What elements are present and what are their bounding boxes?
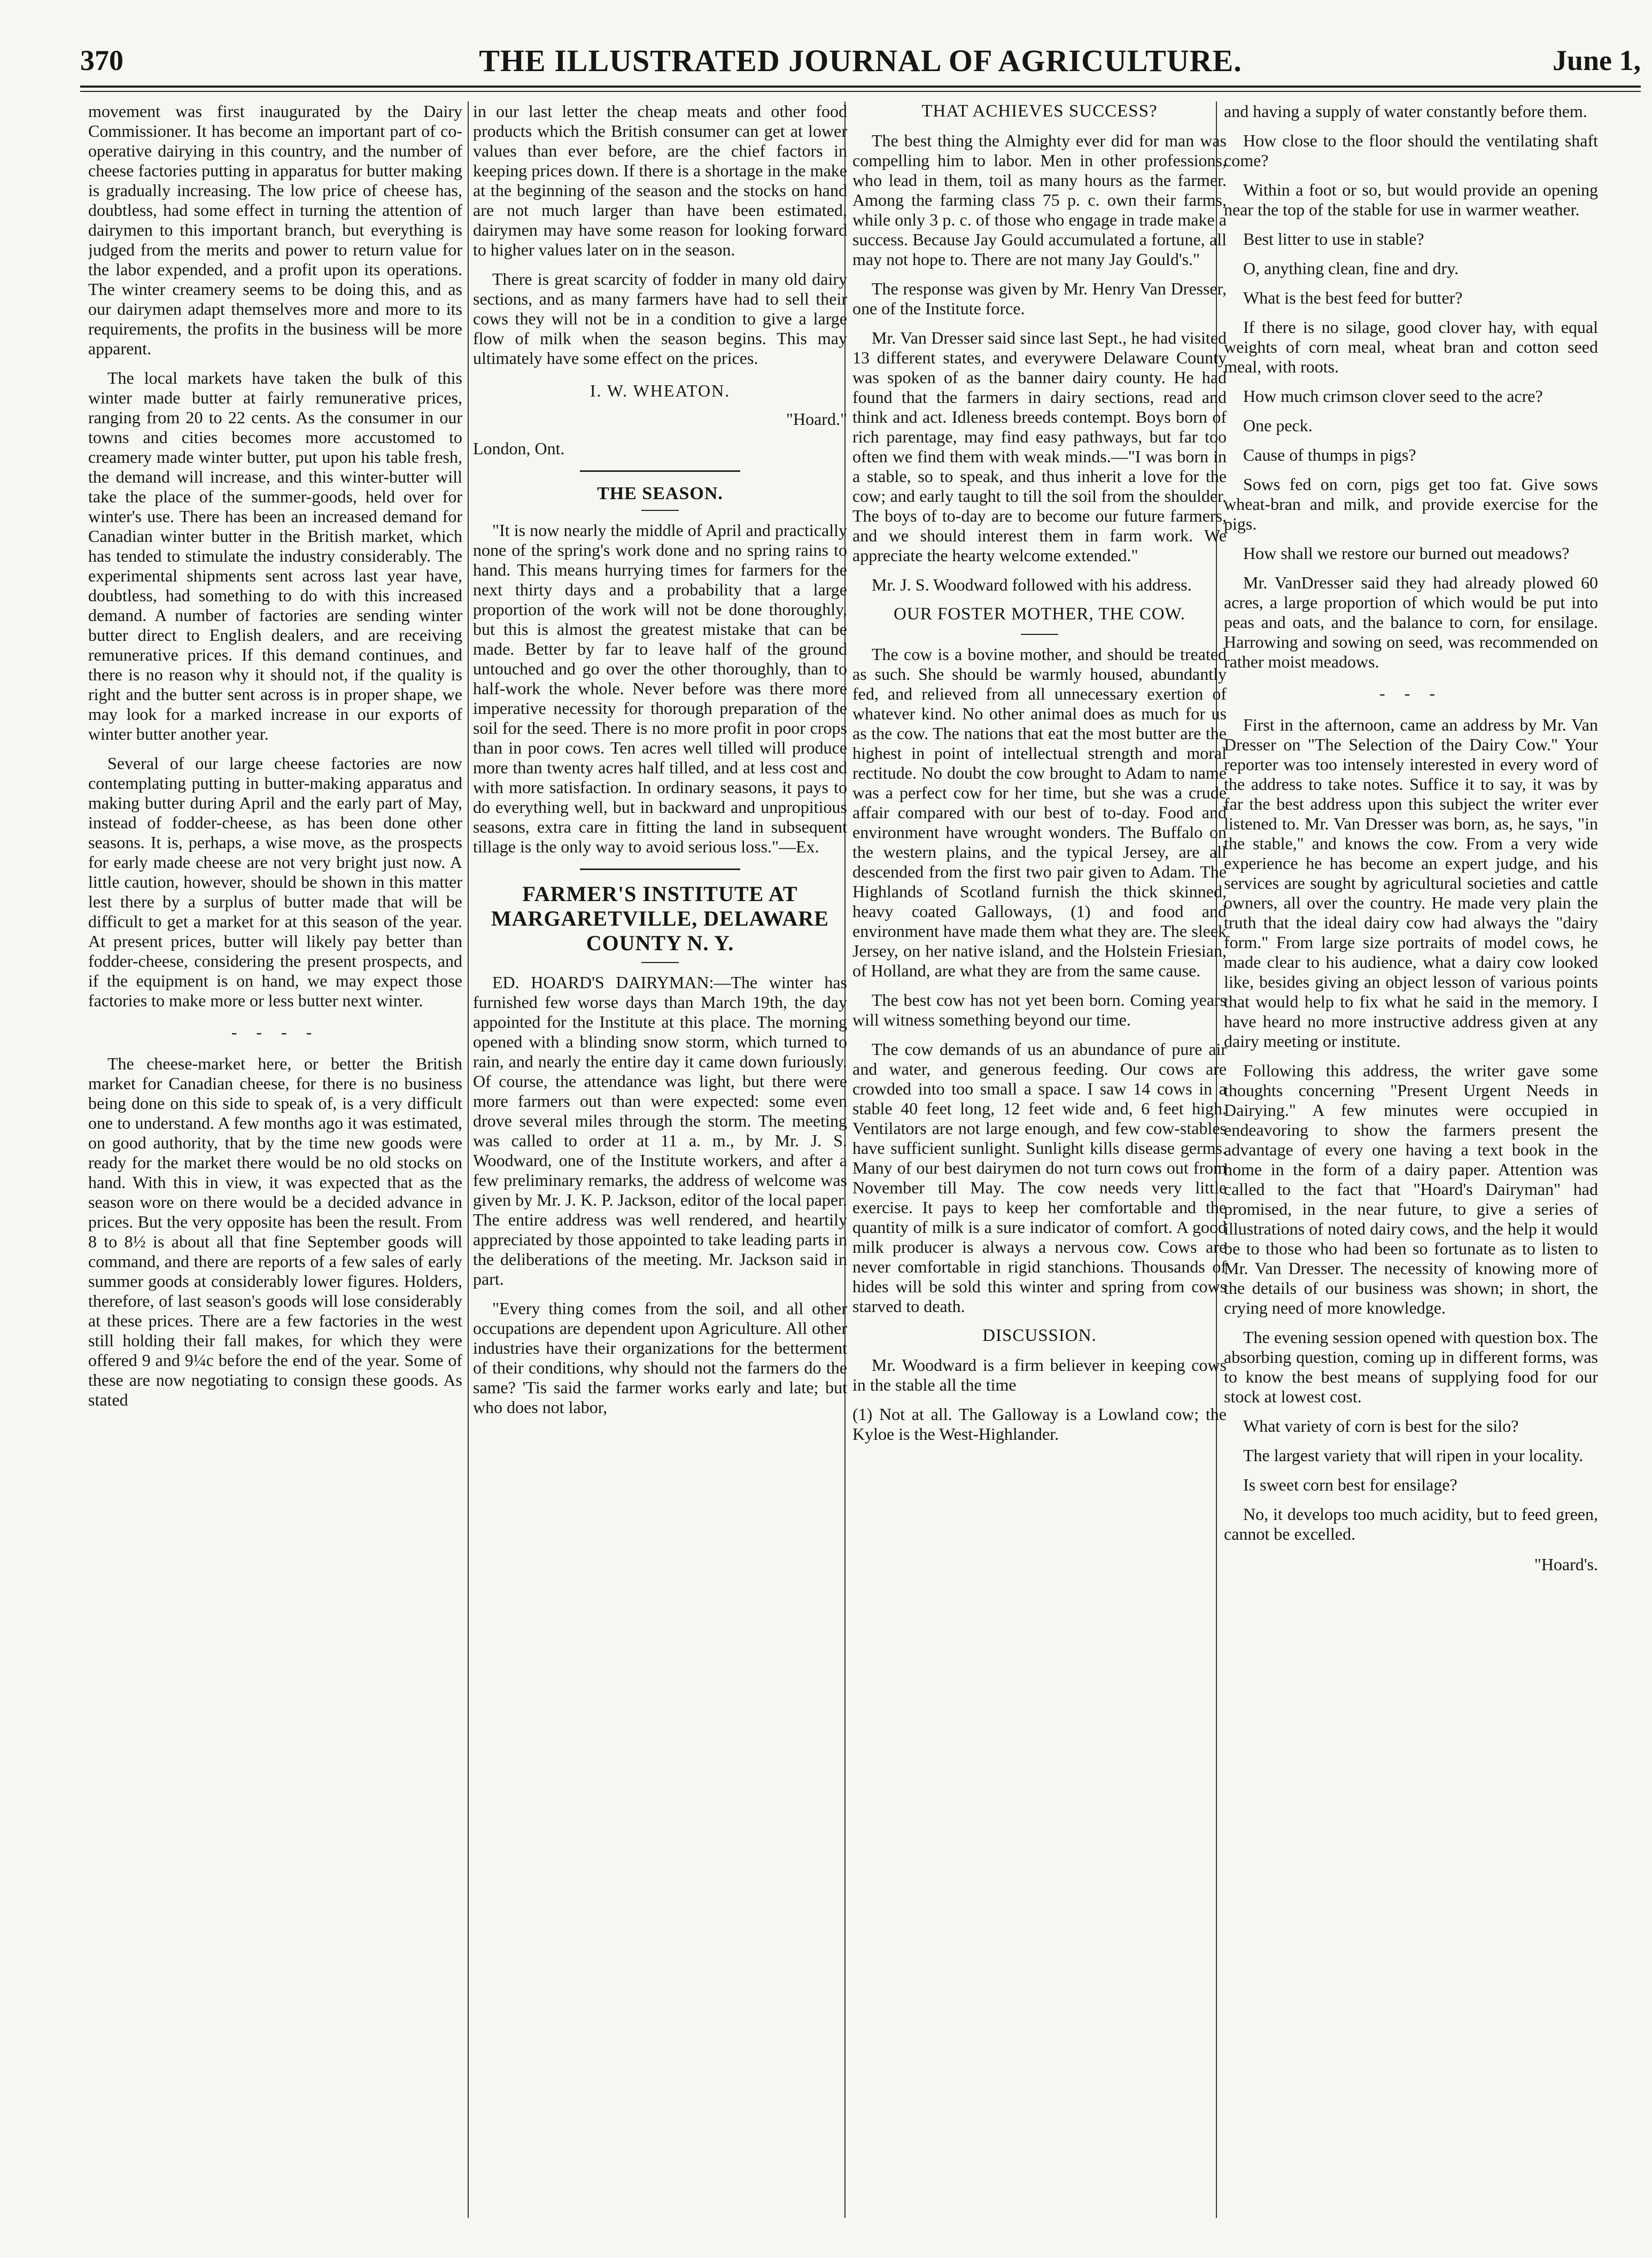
question: How close to the floor should the ventilating shaft come? [1224, 131, 1598, 170]
paragraph: The best cow has not yet been born. Coming years will witness something beyond our time. [852, 990, 1227, 1029]
heading-farmers-institute: FARMER'S INSTITUTE AT MARGARETVILLE, DELAWARE COUNTY N. Y. [491, 882, 829, 955]
section-rule [580, 470, 740, 472]
column-2 [473, 102, 847, 2229]
header-rule [80, 86, 1641, 88]
footnote: (1) Not at all. The Galloway is a Lowland cow; the Kyloe is the West-Highlander. [852, 1405, 1227, 1444]
paragraph: Mr. Woodward is a firm believer in keeping cows in the stable all the time [852, 1355, 1227, 1394]
source-credit: "Hoard's. [1534, 1555, 1598, 1574]
paragraph: "It is now nearly the middle of April and practically none of the spring's work done and no spring rains to hand. This means hurrying times for farmers for the next thirty days and a probability that a large proportion of the work will not be done thoroughly, but this is almost the greatest mistake that can be made. Better by far to leave half of the ground untouched and go over the other thoroughly, than to half-work the whole. Never before was there more imperative necessity for thorough preparation of the soil for the seed. There is no more profit in poor crops than in poor cows. Ten acres well tilled will produce more than twenty acres half tilled, and at less cost and with more satisfaction. In ordinary seasons, it pays to do everything well, but in backward and unpropitious seasons, extra care in fitting the land in subsequent tillage is the only way to avoid serious loss."—Ex. [473, 521, 847, 856]
paragraph: First in the afternoon, came an address by Mr. Van Dresser on "The Selection of the Dairy Cow." Your reporter was too intensely interested in every word of the address to take notes. Suffice it to say, it was by far the best address upon this subject the writer ever listened to. Mr. Van Dresser was born, as, he says, "in the stable," and knows the cow. From a very wide experience he has become an expert judge, and his services are sought by agricultural societies and cattle owners, all over the country. He made very plain the truth that the ideal dairy cow had always the "dairy form." From large size portraits of model cows, he made clear to his audience, what a dairy cow looked like, besides giving an object lesson of various points that would help to fix what he said in the memory. I have heard no more instructive address given at any dairy meeting or institute. [1224, 715, 1598, 1051]
paragraph: The local markets have taken the bulk of this winter made butter at fairly remunerative prices, ranging from 20 to 22 cents. As the consumer in our towns and cities becomes more accustomed to creamery made winter butter, put upon his table fresh, the demand will increase, and this winter-butter will take the place of the summer-goods, held over for winter's use. There has been an increased demand for Canadian winter butter in the British market, which has tended to stimulate the industry considerably. The experimental shipments sent across last year have, doubtless, had something to do with this increased demand. A number of factories are sending winter butter direct to English dealers, and are receiving remunerative prices. If this demand continues, and there is no reason why it should not, if the quality is right and the butter sent across is in proper shape, we may look for a marked increase in our exports of winter butter another year. [88, 368, 462, 743]
dateline: London, Ont. [473, 439, 565, 458]
column-1 [88, 102, 462, 2229]
question: What variety of corn is best for the silo? [1243, 1416, 1519, 1436]
paragraph: ED. HOARD'S DAIRYMAN:—The winter has furnished few worse days than March 19th, the day appointed for the Institute at this place. The morning opened with a blinding snow storm, which turned to rain, and nearly the entire day it came down furiously. Of course, the attendance was light, but there were more farmers out than were expected: some even drove several miles through the storm. The meeting was called to order at 11 a. m., by Mr. J. S. Woodward, one of the Institute workers, and after a few preliminary remarks, the address of welcome was given by Mr. J. K. P. Jackson, editor of the local paper. The entire address was well rendered, and heartily appreciated by those appointed to take leading parts in the deliberations of the meeting. Mr. Jackson said in part. [473, 973, 847, 1289]
answer: If there is no silage, good clover hay, with equal weights of corn meal, wheat bran and cotton seed meal, with roots. [1224, 317, 1598, 376]
section-rule [580, 868, 740, 870]
question: Best litter to use in stable? [1243, 229, 1424, 249]
paragraph: in our last letter the cheap meats and other food products which the British consumer can get at lower values than ever before, are the chief factors in keeping prices down. If there is a shortage in the make at the beginning of the season and the stocks on hand are not much larger than have been estimated, dairymen may have some reason for looking forward to higher values later on in the season. [473, 102, 847, 259]
answer: Within a foot or so, but would provide an opening near the top of the stable for use in warmer weather. [1224, 180, 1598, 219]
section-dash: - - - [1379, 684, 1442, 703]
answer: O, anything clean, fine and dry. [1243, 259, 1459, 278]
heading-the-season: THE SEASON. [597, 484, 723, 503]
paragraph: The evening session opened with question box. The absorbing question, coming up in different forms, was to know the best means of supplying food for our stock at lowest cost. [1224, 1328, 1598, 1406]
paragraph: and having a supply of water constantly before them. [1224, 102, 1587, 121]
header-rule-thin [80, 91, 1641, 92]
page-number: 370 [80, 44, 123, 76]
column-3 [852, 102, 1227, 2229]
page-header [80, 38, 1641, 92]
paragraph: "Every thing comes from the soil, and all other occupations are dependent upon Agriculture. All other industries have their organizations for the betterment of their conditions, why should not the farmers do the same? 'Tis said the farmer works early and late; but who does not labor, [473, 1299, 847, 1417]
source-credit: "Hoard." [786, 409, 847, 429]
paragraph: Mr. Van Dresser said since last Sept., he had visited 13 different states, and everywere Delaware County was spoken of as the banner dairy county. He had found that the farmers in dairy sections, read and think and act. Idleness breeds contempt. Boys born of rich parentage, may find easy pathways, but far too often we find them with weak minds.—"I was born in a stable, so to speak, and thus inherit a love for the cow; and early taught to till the soil from the shoulder. The boys of to-day are to become our future farmers, and we should interest them in farm work. We appreciate the hearty welcome extended." [852, 328, 1227, 565]
question: How much crimson clover seed to the acre? [1243, 386, 1543, 406]
issue-date: June 1, [1552, 44, 1641, 76]
section-rule-small [641, 510, 679, 511]
section-rule-small [1021, 634, 1058, 635]
column-4 [1224, 102, 1598, 2229]
answer: Mr. VanDresser said they had already plowed 60 acres, a large proportion of which would be put into peas and oats, and the balance to corn, for ensilage. Harrowing and sowing on seed, was recommended on rather moist meadows. [1224, 573, 1598, 671]
answer: The largest variety that will ripen in your locality. [1243, 1446, 1584, 1465]
paragraph: The response was given by Mr. Henry Van Dresser, one of the Institute force. [852, 279, 1227, 318]
answer: One peck. [1243, 416, 1313, 435]
question: How shall we restore our burned out meadows? [1243, 544, 1570, 563]
paragraph: The cheese-market here, or better the British market for Canadian cheese, for there is no business being done on this side to speak of, is a very difficult one to understand. A few months ago it was estimated, on good authority, that by the time new goods were ready for the market there would be no old stocks on hand. With this in view, it was expected that as the season wore on there would be a decided advance in prices. But the very opposite has been the result. From 8 to 8½ is about all that fine September goods will command, and there are reports of a few sales of early summer goods at considerably lower figures. Holders, therefore, of last season's goods will lose considerably at these prices. There are a few factories in the west still holding their fall makes, for which they were offered 9 and 9¼c before the end of the year. Some of these are now negotiating to consign these goods. As stated [88, 1054, 462, 1409]
heading-foster-mother-cow: OUR FOSTER MOTHER, THE COW. [894, 604, 1185, 624]
question: Cause of thumps in pigs? [1243, 445, 1416, 464]
paragraph: The cow is a bovine mother, and should be treated as such. She should be warmly housed, abundantly fed, and relieved from all unnecessary exertion of whatever kind. No other animal does as much for us as the cow. The nations that eat the most butter are the highest in point of intellectual strength and moral rectitude. No doubt the cow brought to Adam to name was a perfect cow for her time, but she was a crude affair compared with our best of to-day. Food and environment have wrought wonders. The Buffalo on the western plains, and the typical Jersey, are all descended from the first two pair given to Adam. The Highlands of Scotland furnish the thick skinned, heavy coated Galloways, (1) and food and environment have made them what they are. The sleek Jersey, on her native island, and the Holstein Friesian, of Holland, are what they are from the same cause. [852, 645, 1227, 980]
paragraph: Several of our large cheese factories are now contemplating putting in butter-making apparatus and making butter during April and the early part of May, instead of fodder-cheese, as has been done other seasons. It is, perhaps, a wise move, as the prospects for early made cheese are not very bright just now. A little caution, however, should be shown in this matter lest there by a surplus of butter made that will be difficult to get a market for at this season of the year. At present prices, butter will likely pay better than fodder-cheese, considering the present prospects, and if the equipment is on hand, we may expect those factories to make more or less butter next winter. [88, 754, 462, 1010]
journal-title: THE ILLUSTRATED JOURNAL OF AGRICULTURE. [479, 43, 1242, 78]
section-rule-small [641, 962, 679, 963]
paragraph: There is great scarcity of fodder in many old dairy sections, and as many farmers have had to sell their cows they will not be in a condition to give a large flow of milk when the season begins. This may ultimately have some effect on the prices. [473, 269, 847, 368]
paragraph: Mr. J. S. Woodward followed with his address. [872, 575, 1192, 594]
question: Is sweet corn best for ensilage? [1243, 1475, 1457, 1494]
heading-that-achieves-success: THAT ACHIEVES SUCCESS? [921, 102, 1158, 121]
question: What is the best feed for butter? [1243, 288, 1463, 307]
answer: Sows fed on corn, pigs get too fat. Give sows wheat-bran and milk, and provide exercise for the pigs. [1224, 475, 1598, 533]
column-divider [468, 102, 469, 2218]
section-dash: - - - - [231, 1022, 320, 1042]
answer: No, it develops too much acidity, but to feed green, cannot be excelled. [1224, 1504, 1598, 1543]
paragraph: The cow demands of us an abundance of pure air and water, and generous feeding. Our cows are crowded into too small a space. I saw 14 cows in a stable 40 feet long, 12 feet wide and, 6 feet high. Ventilators are not large enough, and few cow-stables have sufficient sunlight. Sunlight kills disease germs. Many of our best dairymen do not turn cows out from November till May. The cow needs very little exercise. It pays to keep her comfortable and the quantity of milk is a sure indicator of comfort. A good milk producer is always a nervous cow. Cows are never comfortable in rigid stanchions. Thousands of hides will be sold this winter and spring from cows starved to death. [852, 1039, 1227, 1316]
paragraph: The best thing the Almighty ever did for man was compelling him to labor. Men in other professions, who lead in them, toil as many hours as the farmer. Among the farming class 75 p. c. own their farms, while only 3 p. c. of those who engage in trade make a success. Because Jay Gould accumulated a fortune, all may not hope to. There are not many Jay Gould's." [852, 131, 1227, 269]
author-signature: I. W. WHEATON. [590, 381, 731, 400]
paragraph: Following this address, the writer gave some thoughts concerning "Present Urgent Needs in Dairying." A few minutes were occupied in endeavoring to show the farmers present the advantage of every one having a text book in the home in the form of a dairy paper. Attention was called to the fact that "Hoard's Dairyman" had promised, in the near future, to give a series of illustrations of noted dairy cows, and the help it would be to those who had been so fortunate as to listen to Mr. Van Dresser. The necessity of knowing more of the details of our business was shown; in short, the crying need of more knowledge. [1224, 1061, 1598, 1317]
paragraph: movement was first inaugurated by the Dairy Commissioner. It has become an important part of co-operative dairying in this country, and the number of cheese factories putting in apparatus for butter making is gradually increasing. The low price of cheese has, doubtless, had some effect in turning the attention of dairymen to this important branch, but everything is judged from the merits and power to return value for the labor expended, and a profit upon its operations. The winter creamery seems to be doing this, and as our dairymen adapt themselves more and more to its requirements, the profits in the business will be more apparent. [88, 102, 462, 358]
heading-discussion: DISCUSSION. [982, 1326, 1097, 1345]
